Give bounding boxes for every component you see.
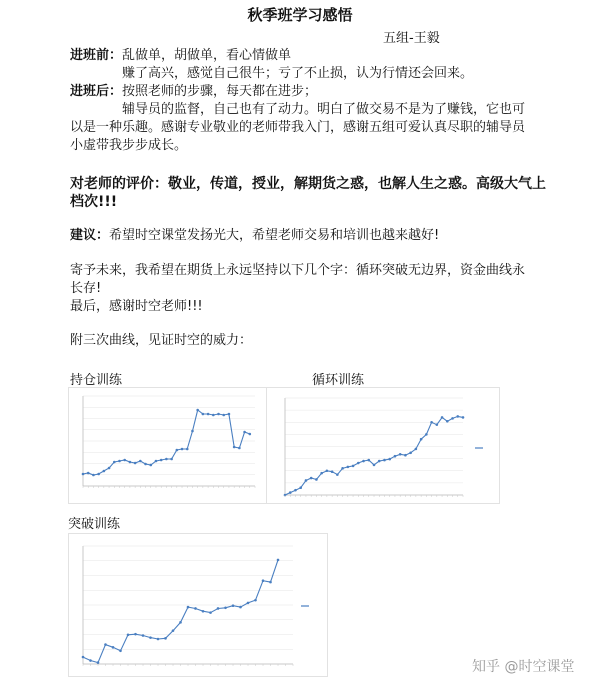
after-paragraph-line-3: 小虚带我步步成长。: [70, 138, 188, 153]
author-line: 五组-王毅: [383, 31, 440, 46]
data-point: [87, 472, 90, 475]
zhihu-watermark: 知乎 @时空课堂: [472, 659, 575, 675]
data-point: [347, 466, 350, 469]
data-point: [243, 431, 246, 434]
data-point: [181, 448, 184, 451]
data-point: [202, 413, 205, 416]
final-thanks: 最后，感谢时空老师!!!: [70, 299, 203, 314]
data-point: [394, 455, 397, 458]
breakout-training-title: 突破训练: [68, 517, 121, 532]
hope-line-1: 寄予未来，我希望在期货上永远坚持以下几个字：循环突破无边界，资金曲线永: [70, 263, 526, 278]
data-point: [112, 646, 115, 649]
data-point: [160, 459, 163, 462]
data-point: [118, 460, 121, 463]
data-point: [172, 629, 175, 632]
data-point: [248, 433, 251, 436]
before-label: 进班前：: [70, 48, 123, 63]
data-point: [187, 606, 190, 609]
before-line-2: 赚了高兴，感觉自己很牛；亏了不止损，认为行情还会回来。: [122, 66, 474, 81]
data-point: [113, 461, 116, 464]
data-point: [277, 559, 280, 562]
breakout-training-chart: [68, 533, 328, 677]
series-line: [83, 410, 250, 475]
data-point: [378, 460, 381, 463]
teacher-evaluation-line-1: 对老师的评价：敬业，传道，授业，解期货之惑，也解人生之惑。高级大气上: [70, 176, 546, 192]
data-point: [247, 602, 250, 605]
data-point: [436, 423, 439, 426]
data-point: [299, 486, 302, 489]
data-point: [294, 489, 297, 492]
data-point: [103, 470, 106, 473]
data-point: [254, 599, 257, 602]
data-point: [357, 462, 360, 465]
before-line-1: 乱做单，胡做单，看心情做单: [122, 48, 292, 63]
data-point: [456, 415, 459, 418]
data-point: [165, 458, 168, 461]
data-point: [191, 430, 194, 433]
data-point: [157, 638, 160, 641]
data-point: [315, 478, 318, 481]
data-point: [310, 477, 313, 480]
data-point: [373, 464, 376, 467]
data-point: [164, 637, 167, 640]
data-point: [155, 460, 158, 463]
after-label: 进班后：: [70, 84, 123, 99]
data-point: [202, 610, 205, 613]
cycle-training-title: 循环训练: [312, 373, 365, 388]
data-point: [82, 656, 85, 659]
data-point: [149, 636, 152, 639]
data-point: [233, 446, 236, 449]
data-point: [336, 473, 339, 476]
data-point: [194, 607, 197, 610]
data-point: [305, 479, 308, 482]
hold-training-title: 持仓训练: [70, 373, 123, 388]
data-point: [222, 414, 225, 417]
data-point: [399, 453, 402, 456]
data-point: [170, 458, 173, 461]
after-paragraph-line-2: 以是一种乐趣。感谢专业敬业的老师带我入门，感谢五组可爱认真尽职的辅导员: [70, 120, 526, 135]
after-line-1: 按照老师的步骤，每天都在进步；: [122, 84, 318, 99]
data-point: [451, 417, 454, 420]
data-point: [262, 579, 265, 582]
data-point: [341, 467, 344, 470]
data-point: [362, 460, 365, 463]
data-point: [430, 421, 433, 424]
data-point: [326, 469, 329, 472]
data-point: [149, 464, 152, 467]
cycle-training-chart: [266, 387, 500, 504]
data-point: [228, 413, 231, 416]
data-point: [179, 621, 182, 624]
data-point: [217, 607, 220, 610]
data-point: [409, 452, 412, 455]
data-point: [425, 433, 428, 436]
data-point: [217, 413, 220, 416]
after-section: [70, 83, 317, 101]
data-point: [207, 413, 210, 416]
series-line: [285, 416, 463, 495]
data-point: [127, 634, 130, 637]
data-point: [238, 447, 241, 450]
data-point: [420, 438, 423, 441]
data-point: [186, 448, 189, 451]
data-point: [367, 459, 370, 462]
data-point: [108, 467, 111, 470]
data-point: [320, 472, 323, 475]
data-point: [209, 611, 212, 614]
data-point: [269, 581, 272, 584]
data-point: [232, 604, 235, 607]
hold-training-chart: [68, 387, 267, 504]
data-point: [92, 474, 95, 477]
after-paragraph-line-1: 辅导员的监督，自己也有了动力。明白了做交易不是为了赚钱，它也可: [122, 102, 526, 117]
data-point: [134, 633, 137, 636]
data-point: [383, 459, 386, 462]
data-point: [142, 634, 145, 637]
data-point: [97, 473, 100, 476]
suggestion-label: 建议：: [70, 228, 110, 243]
data-point: [224, 606, 227, 609]
attachment-note: 附三次曲线，见证时空的威力：: [70, 333, 253, 348]
data-point: [352, 465, 355, 468]
data-point: [415, 448, 418, 451]
teacher-evaluation-line-2: 档次!!!: [70, 194, 118, 210]
hope-line-2: 长存!: [70, 281, 102, 296]
data-point: [446, 420, 449, 423]
data-point: [82, 473, 85, 476]
data-point: [462, 416, 465, 419]
data-point: [331, 470, 334, 473]
data-point: [139, 460, 142, 463]
data-point: [119, 650, 122, 653]
data-point: [196, 409, 199, 412]
data-point: [212, 414, 215, 417]
data-point: [134, 462, 137, 465]
data-point: [441, 416, 444, 419]
suggestion: [70, 227, 439, 245]
data-point: [388, 458, 391, 461]
data-point: [176, 449, 179, 452]
data-point: [144, 463, 147, 466]
data-point: [129, 461, 132, 464]
data-point: [289, 491, 292, 494]
document-title: 秋季班学习感悟: [247, 6, 353, 24]
data-point: [123, 459, 126, 462]
data-point: [97, 661, 100, 664]
before-section: [70, 47, 291, 65]
suggestion-text: 希望时空课堂发扬光大，希望老师交易和培训也越来越好!: [109, 228, 440, 243]
data-point: [89, 659, 92, 662]
data-point: [239, 606, 242, 609]
data-point: [104, 643, 107, 646]
data-point: [404, 454, 407, 457]
